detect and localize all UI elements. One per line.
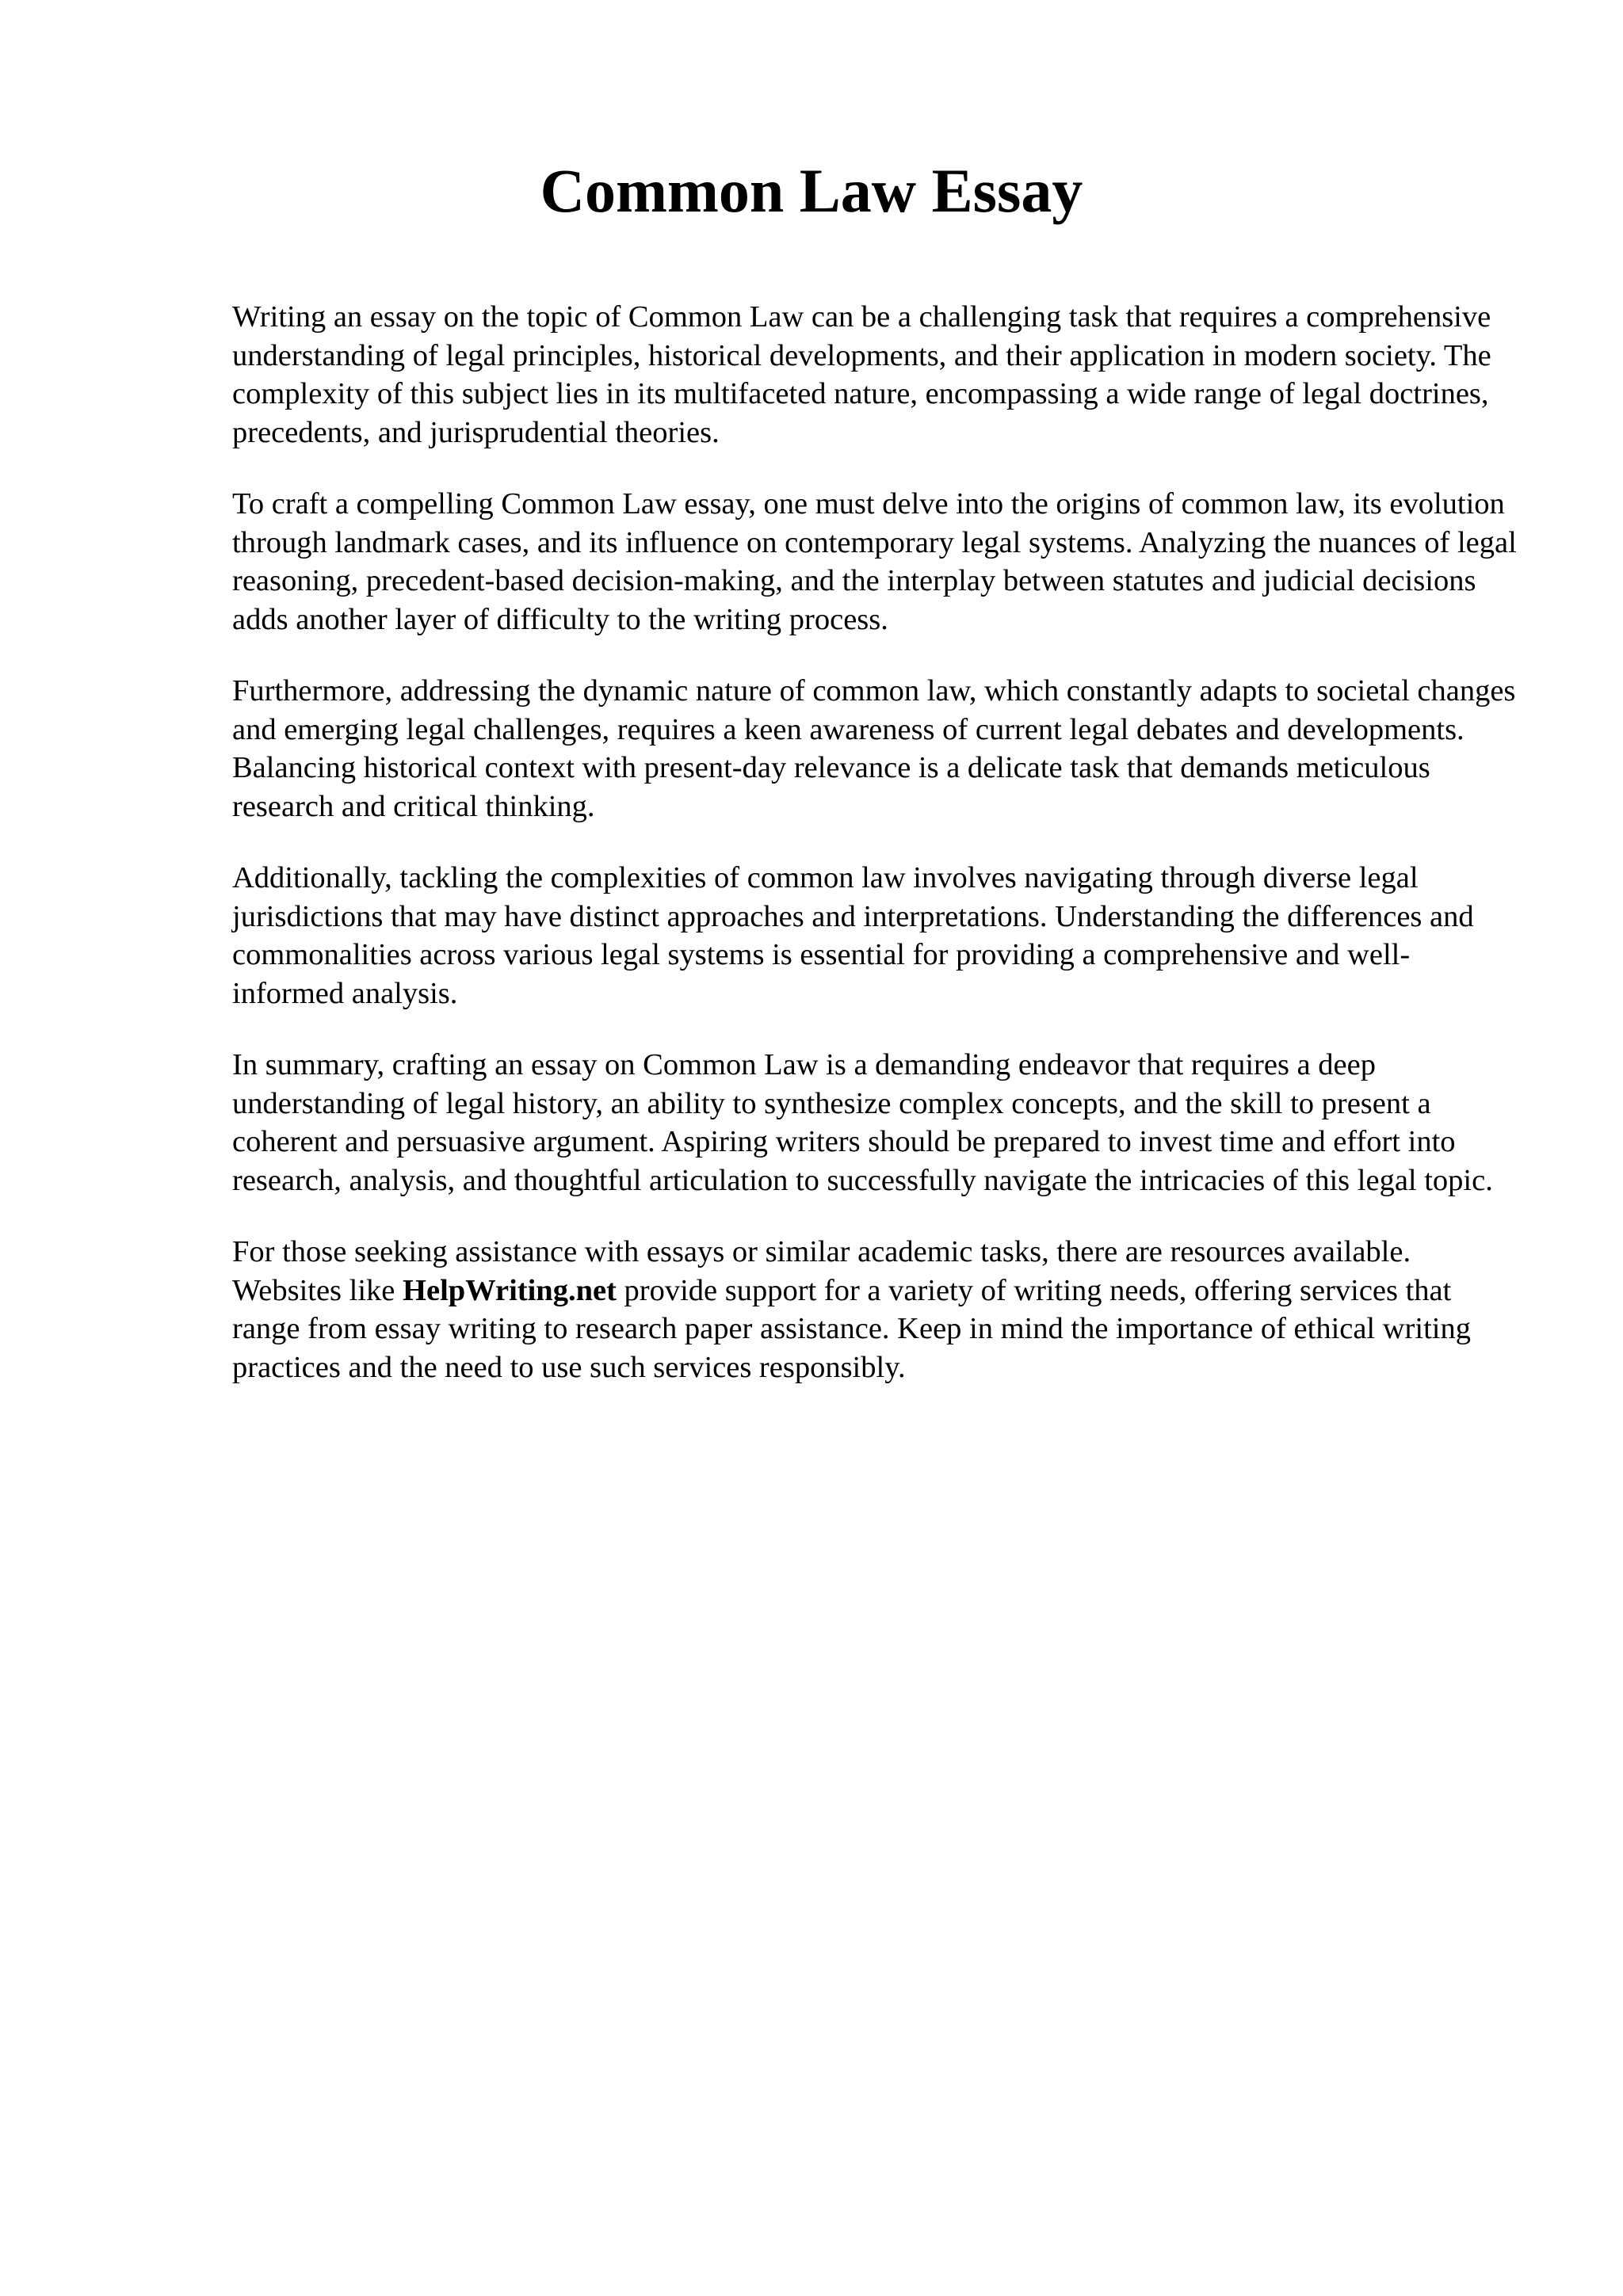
paragraph-5: In summary, crafting an essay on Common Law is a demanding endeavor that requires a deep understanding of legal history, an ability to synthesize complex concepts, and the skill to present a coherent and persuasive argument. Aspiring writers should be prepared to invest time and effort into research, analysis, and thoughtful articulation to successfully navigate the intricacies of this legal topic. xyxy=(232,1048,1493,1197)
paragraph-4: Additionally, tackling the complexities of common law involves navigating through diverse legal jurisdictions that may have distinct approaches and interpretations. Understanding the differences and commonalities across various legal systems is essential for providing a comprehensive and well-informed analysis. xyxy=(232,861,1474,1010)
document-body xyxy=(232,298,1520,1420)
page-title: Common Law Essay xyxy=(540,156,1083,225)
paragraph-3: Furthermore, addressing the dynamic nature of common law, which constantly adapts to societal changes and emerging legal challenges, requires a keen awareness of current legal debates and developments. Balancing historical context with present-day relevance is a delicate task that demands meticulous research and critical thinking. xyxy=(232,674,1516,823)
paragraph-6-text-after: provide support for a variety of writing needs, offering services that range from essay writing to research paper assistance. Keep in mind the importance of ethical writing practices and the need to use such services responsibly. xyxy=(232,1273,1471,1384)
helpwriting-link-text: HelpWriting.net xyxy=(403,1273,617,1307)
paragraph-6 xyxy=(232,1233,1520,1386)
paragraph-6-text-before: For those seeking assistance with essays or similar academic tasks, there are resources available. Websites like xyxy=(232,1235,1411,1307)
paragraph-2: To craft a compelling Common Law essay, one must delve into the origins of common law, its evolution through landmark cases, and its influence on contemporary legal systems. Analyzing the nuances of legal reasoning, precedent-based decision-making, and the interplay between statutes and judicial decisions adds another layer of difficulty to the writing process. xyxy=(232,487,1517,636)
paragraph-1: Writing an essay on the topic of Common Law can be a challenging task that requires a comprehensive understanding of legal principles, historical developments, and their application in modern society. The complexity of this subject lies in its multifaceted nature, encompassing a wide range of legal doctrines, precedents, and jurisprudential theories. xyxy=(232,300,1491,449)
